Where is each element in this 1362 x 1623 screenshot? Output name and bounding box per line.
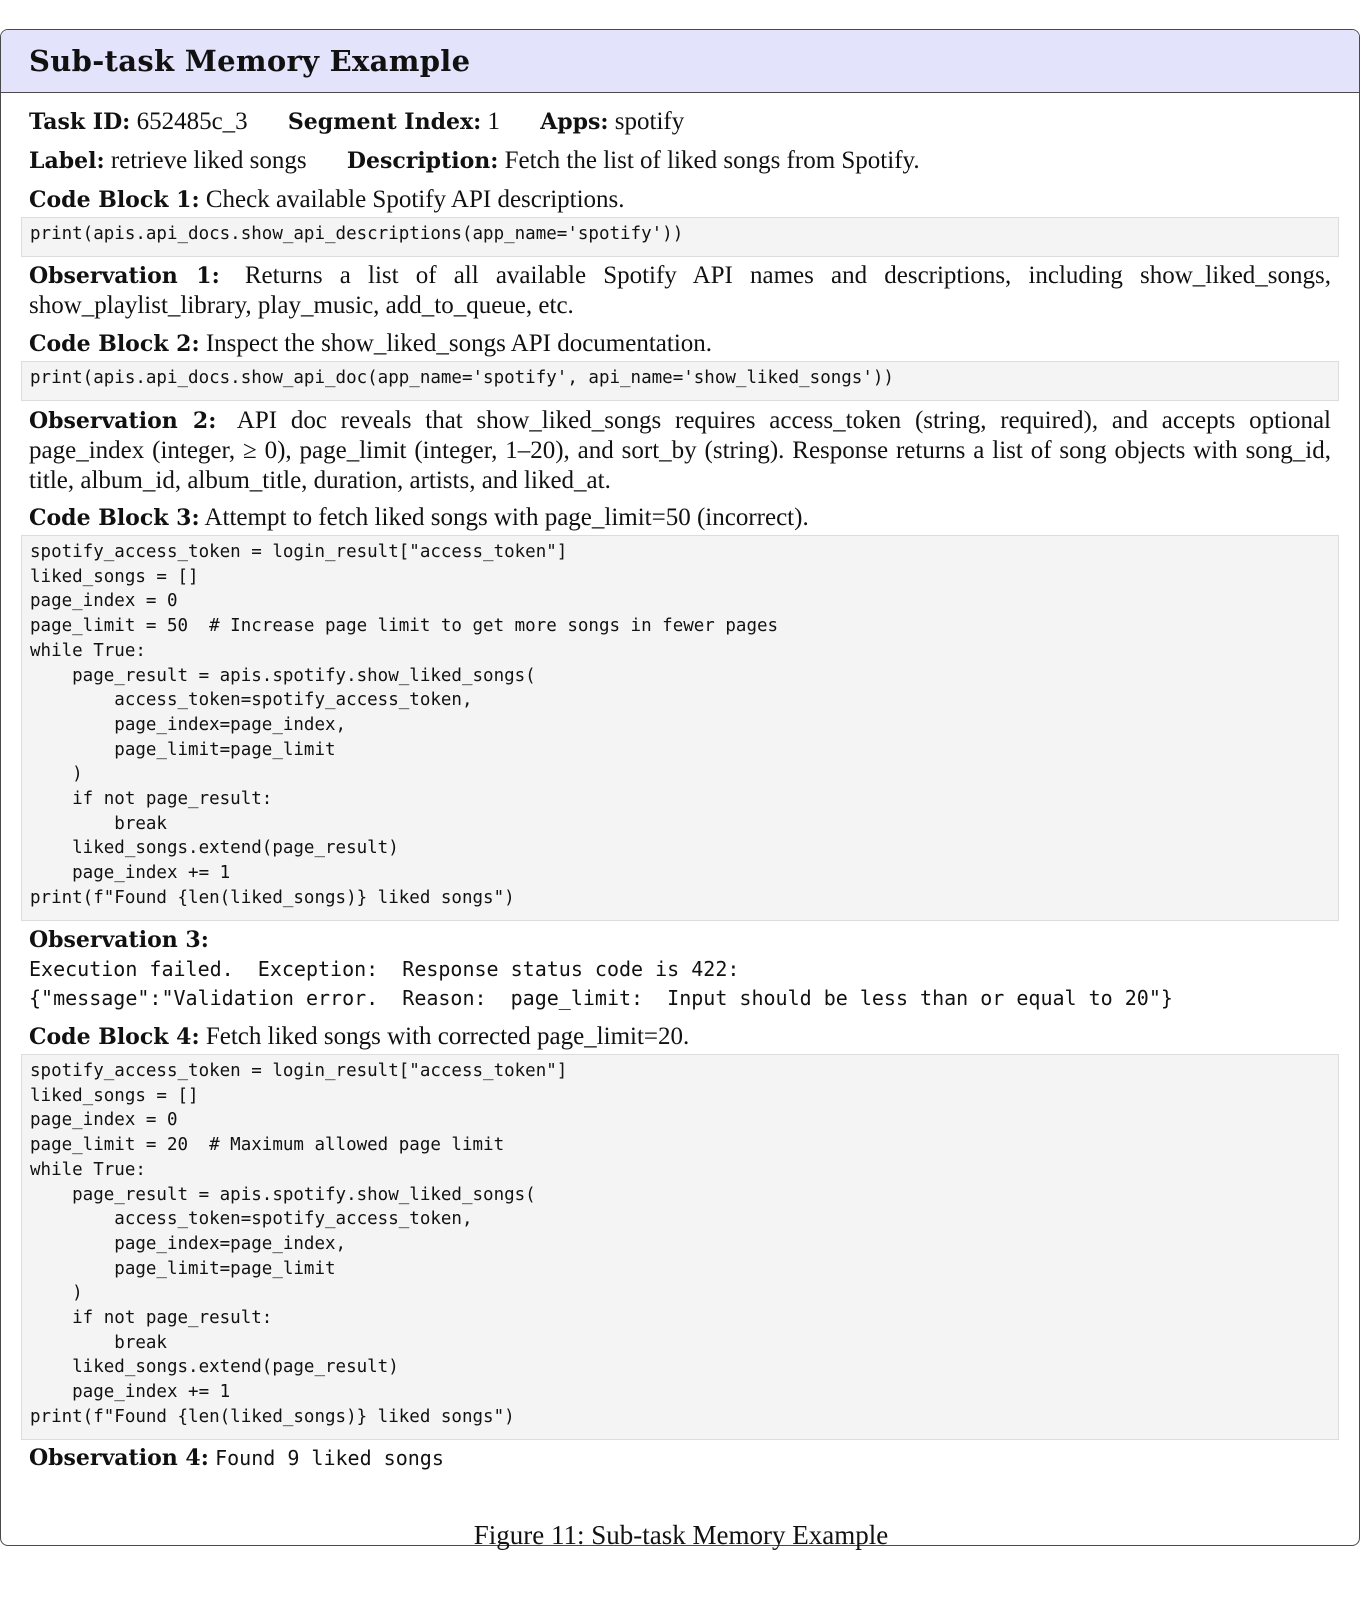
observation-3-line-2: {"message":"Validation error. Reason: page_limit: Input should be less than or equal to 20"} bbox=[29, 986, 1173, 1010]
code-block-4-description: Fetch liked songs with corrected page_limit=20. bbox=[205, 1023, 690, 1050]
task-id-label: Task ID: bbox=[29, 109, 131, 135]
observation-2-label: Observation 2: bbox=[29, 408, 217, 434]
observation-1-text: Returns a list of all available Spotify API names and descriptions, including show_liked_songs, show_playlist_library, play_music, add_to_queue, etc. bbox=[29, 262, 1331, 319]
observation-4-label: Observation 4: bbox=[29, 1445, 209, 1471]
code-block-1-label: Code Block 1: bbox=[29, 187, 200, 213]
code-block-2-heading bbox=[29, 329, 1331, 359]
segment-index-value: 1 bbox=[487, 108, 500, 135]
code-block-1: print(apis.api_docs.show_api_descriptions(app_name='spotify')) bbox=[21, 217, 1339, 257]
code-block-4: spotify_access_token = login_result["access_token"] liked_songs = [] page_index = 0 page_limit = 20 # Maximum allowed page limit while True: page_result = apis.spotify.show_liked_songs( access_token=spotify_access_token, page_index=page_index, page_limit=page_limit ) if not page_result: break liked_songs.extend(page_result) page_index += 1 print(f"Found {len(liked_songs)} liked songs") bbox=[21, 1054, 1339, 1440]
observation-2 bbox=[29, 406, 1331, 496]
description-label: Description: bbox=[346, 148, 499, 174]
code-block-3-heading bbox=[29, 503, 1331, 533]
observation-1 bbox=[29, 261, 1331, 321]
code-block-2: print(apis.api_docs.show_api_doc(app_name='spotify', api_name='show_liked_songs')) bbox=[21, 361, 1339, 401]
description-value: Fetch the list of liked songs from Spotify. bbox=[504, 147, 920, 174]
memory-example-box bbox=[0, 29, 1360, 1546]
code-block-1-heading bbox=[29, 185, 1331, 215]
segment-index-label: Segment Index: bbox=[287, 109, 482, 135]
code-block-3: spotify_access_token = login_result["access_token"] liked_songs = [] page_index = 0 page_limit = 50 # Increase page limit to get more songs in fewer pages while True: page_result = apis.spotify.show_liked_songs( access_token=spotify_access_token, page_index=page_index, page_limit=page_limit ) if not page_result: break liked_songs.extend(page_result) page_index += 1 print(f"Found {len(liked_songs)} liked songs") bbox=[21, 535, 1339, 921]
apps-value: spotify bbox=[614, 108, 685, 135]
label-label: Label: bbox=[29, 148, 105, 174]
code-block-2-description: Inspect the show_liked_songs API documentation. bbox=[205, 330, 713, 357]
code-block-1-description: Check available Spotify API descriptions. bbox=[205, 186, 625, 213]
observation-3-label: Observation 3: bbox=[29, 927, 209, 953]
code-block-4-label: Code Block 4: bbox=[29, 1024, 200, 1050]
box-header bbox=[1, 30, 1359, 93]
code-block-4-heading bbox=[29, 1022, 1331, 1052]
figure-caption: Figure 11: Sub-task Memory Example bbox=[473, 1520, 889, 1550]
observation-4-text: Found 9 liked songs bbox=[215, 1446, 444, 1470]
box-title: Sub-task Memory Example bbox=[29, 44, 471, 78]
meta-line-1 bbox=[29, 107, 1331, 137]
apps-label: Apps: bbox=[540, 109, 609, 135]
observation-2-text: API doc reveals that show_liked_songs requires access_token (string, required), and accepts optional page_index (integer, ≥ 0), page_limit (integer, 1–20), and sort_by (string). Response returns a list of song objects with song_id, title, album_id, album_title, duration, artists, and liked_at. bbox=[29, 407, 1332, 494]
task-id-value: 652485c_3 bbox=[136, 108, 248, 135]
observation-4 bbox=[29, 1443, 1331, 1473]
code-block-3-label: Code Block 3: bbox=[29, 505, 200, 531]
observation-1-label: Observation 1: bbox=[29, 263, 220, 289]
meta-line-2 bbox=[29, 146, 1331, 176]
code-block-3-description: Attempt to fetch liked songs with page_limit=50 (incorrect). bbox=[204, 504, 809, 531]
observation-3-line-1: Execution failed. Exception: Response status code is 422: bbox=[29, 957, 740, 981]
label-value: retrieve liked songs bbox=[110, 147, 307, 174]
code-block-2-label: Code Block 2: bbox=[29, 331, 200, 357]
observation-3-heading bbox=[29, 925, 1331, 955]
